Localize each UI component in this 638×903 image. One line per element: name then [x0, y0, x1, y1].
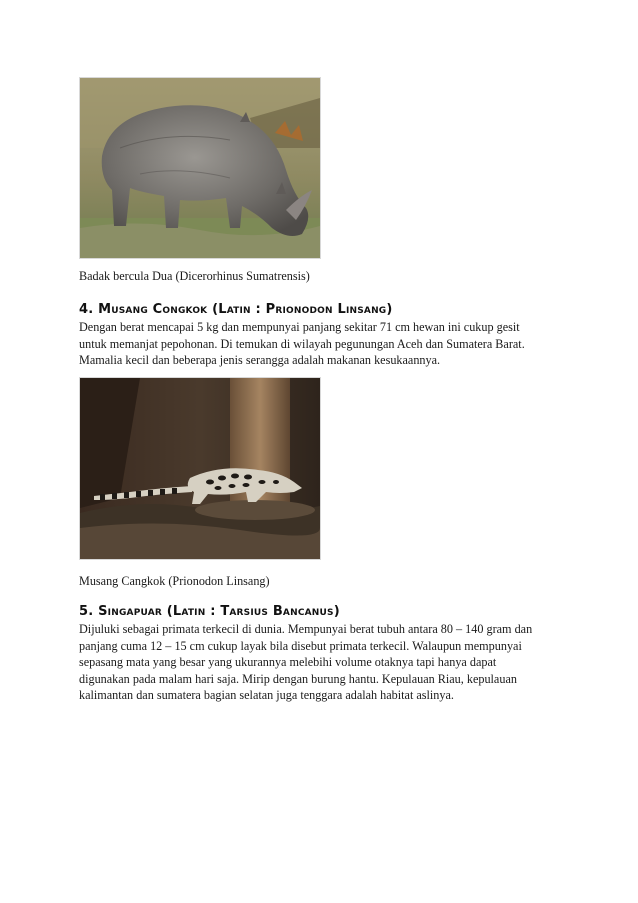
paragraph-line: sepasang mata yang besar yang ukurannya melebihi volume otaknya tapi hanya dapat: [79, 655, 497, 670]
paragraph-line: panjang cuma 12 – 15 cm cukup layak bila disebut primata terkecil. Walaupun mempunyai: [79, 638, 522, 653]
paragraph-line: digunakan pada malam hari saja. Mirip dengan burung hantu. Kepulauan Riau, kepulauan: [79, 671, 517, 686]
rhino-photo-icon: [80, 78, 320, 258]
section-heading-musang-congkok: 4. Musang Congkok (Latin : Prionodon Linsang): [79, 302, 393, 317]
rhino-caption: Badak bercula Dua (Dicerorhinus Sumatrensis): [79, 269, 310, 283]
paragraph-line: Mamalia kecil dan beberapa jenis serangga adalah makanan kesukaannya.: [79, 353, 441, 368]
rhino-photo: [79, 77, 321, 259]
civet-photo: [79, 377, 321, 560]
section-paragraph-singapuar: [79, 621, 532, 704]
paragraph-line: Dengan berat mencapai 5 kg dan mempunyai panjang sekitar 71 cm hewan ini cukup gesit: [79, 320, 520, 334]
section-heading-singapuar: 5. Singapuar (Latin : Tarsius Bancanus): [79, 604, 340, 619]
civet-caption: Musang Cangkok (Prionodon Linsang): [79, 574, 270, 588]
paragraph-line: untuk memanjat pepohonan. Di temukan di wilayah pegunungan Aceh dan Sumatera Barat.: [79, 336, 525, 351]
civet-photo-icon: [80, 378, 320, 559]
section-paragraph-musang-congkok: [79, 319, 525, 369]
paragraph-line: kalimantan dan sumatera bagian selatan juga tenggara adalah habitat aslinya.: [79, 688, 454, 703]
paragraph-line: Dijuluki sebagai primata terkecil di dunia. Mempunyai berat tubuh antara 80 – 140 gram dan: [79, 622, 533, 636]
